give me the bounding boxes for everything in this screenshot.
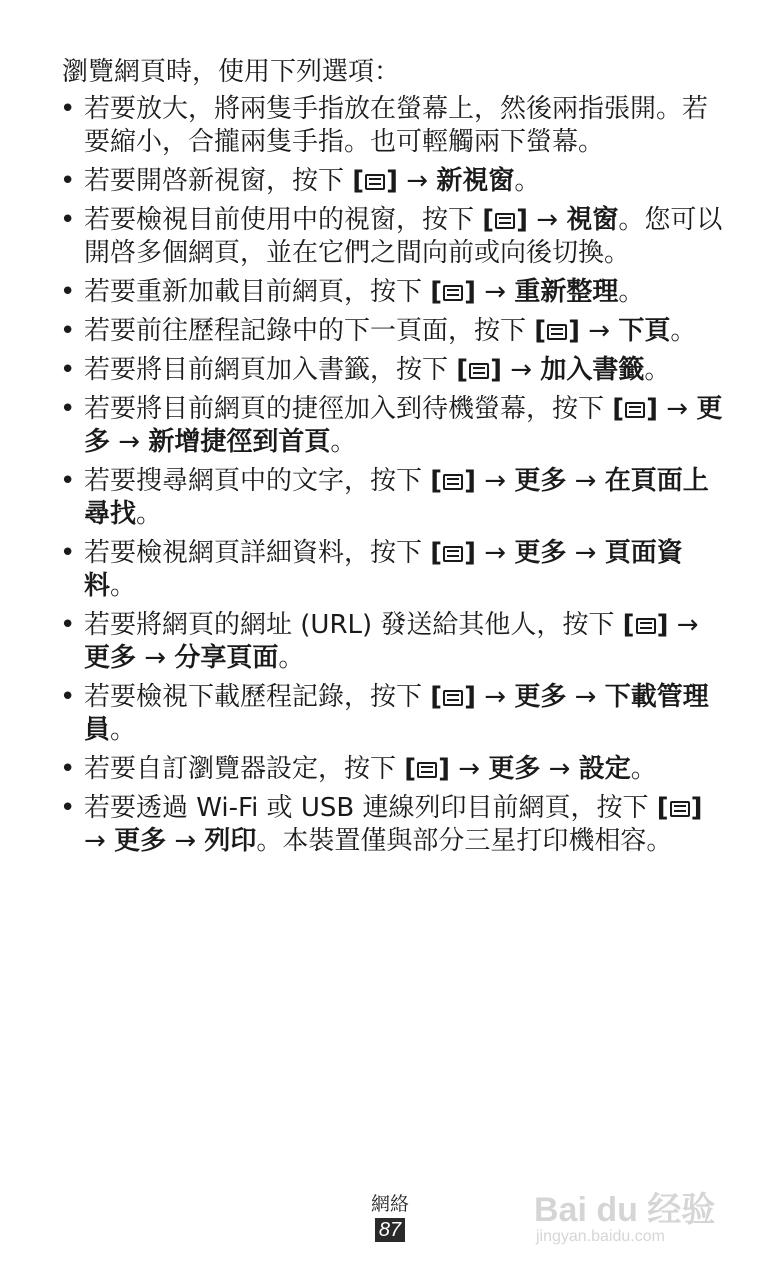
menu-glyph-icon <box>625 402 645 418</box>
option-item: • 若要檢視目前使用中的視窗，按下 [ ] → 視窗。您可以開啓多個網頁，並在它們之間向前或向後切換。 <box>58 204 728 270</box>
menu-path-label: 重新整理 <box>514 277 619 307</box>
watermark-brand: Bai du 经验 <box>534 1191 716 1229</box>
menu-glyph-icon <box>443 474 463 490</box>
option-text-end: 。 <box>670 316 697 346</box>
option-item: • 若要重新加載目前網頁，按下 [ ] → 重新整理。 <box>58 276 728 309</box>
menu-glyph-icon <box>365 174 385 190</box>
menu-key-icon: [ ] <box>456 355 503 385</box>
option-item: • 若要前往歷程記錄中的下一頁面，按下 [ ] → 下頁。 <box>58 315 728 348</box>
option-item: • 若要搜尋網頁中的文字，按下 [ ] → 更多 → 在頁面上尋找。 <box>58 465 728 531</box>
menu-path-label: 更多 <box>84 643 137 673</box>
option-item: • 若要自訂瀏覽器設定，按下 [ ] → 更多 → 設定。 <box>58 753 728 786</box>
menu-key-icon: [ ] <box>430 538 477 568</box>
menu-glyph-icon <box>670 801 690 817</box>
menu-glyph-icon <box>417 762 437 778</box>
menu-path-label: 分享頁面 <box>174 643 279 673</box>
menu-glyph-icon <box>636 618 656 634</box>
option-text: 若要將目前網頁加入書籤，按下 <box>84 355 457 385</box>
option-text: 若要開啓新視窗，按下 <box>84 166 353 196</box>
option-item: • 若要透過 Wi-Fi 或 USB 連線列印目前網頁，按下 [ ] → 更多 → 列印。本裝置僅與部分三星打印機相容。 <box>58 792 728 858</box>
option-item: • 若要開啓新視窗，按下 [ ] → 新視窗。 <box>58 165 728 198</box>
option-text-end: 。本裝置僅與部分三星打印機相容。 <box>256 826 673 856</box>
menu-path-label: 設定 <box>578 754 631 784</box>
menu-path-label: 更多 <box>514 466 567 496</box>
menu-path-label: 更多 <box>514 682 567 712</box>
menu-path-label: 下載管理員 <box>84 682 709 745</box>
menu-key-icon: [ ] <box>404 754 451 784</box>
menu-path-label: 頁面資料 <box>84 538 683 601</box>
option-text-end: 。 <box>110 715 137 745</box>
option-text: 若要將網頁的網址 (URL) 發送給其他人，按下 <box>84 610 623 640</box>
menu-path-label: 新增捷徑到首頁 <box>148 427 331 457</box>
menu-path-label: 新視窗 <box>436 166 515 196</box>
menu-key-icon: [ ] <box>534 316 581 346</box>
option-text: 若要將目前網頁的捷徑加入到待機螢幕，按下 <box>84 394 613 424</box>
menu-key-icon: [ ] <box>656 793 703 823</box>
option-text-end: 。 <box>630 754 657 784</box>
menu-path-label: 更多 <box>84 394 723 457</box>
menu-glyph-icon <box>443 546 463 562</box>
menu-path-label: 下頁 <box>618 316 671 346</box>
option-item: • 若要檢視網頁詳細資料，按下 [ ] → 更多 → 頁面資料。 <box>58 537 728 603</box>
watermark-url: jingyan.baidu.com <box>536 1228 665 1245</box>
menu-key-icon: [ ] <box>622 610 669 640</box>
option-text-end: 。 <box>514 166 541 196</box>
option-text: 若要前往歷程記錄中的下一頁面，按下 <box>84 316 535 346</box>
menu-glyph-icon <box>443 690 463 706</box>
menu-key-icon: [ ] <box>352 166 399 196</box>
menu-key-icon: [ ] <box>430 682 477 712</box>
option-text: 若要放大，將兩隻手指放在螢幕上，然後兩指張開。若要縮小，合攏兩隻手指。也可輕觸兩下螢幕。 <box>84 94 709 157</box>
option-text: 若要檢視下載歷程記錄，按下 <box>84 682 431 712</box>
menu-glyph-icon <box>547 324 567 340</box>
menu-key-icon: [ ] <box>482 205 529 235</box>
option-text: 若要檢視目前使用中的視窗，按下 <box>84 205 483 235</box>
menu-key-icon: [ ] <box>612 394 659 424</box>
menu-path-label: 加入書籤 <box>540 355 645 385</box>
option-text-end: 。您可以開啓多個網頁，並在它們之間向前或向後切換。 <box>84 205 723 268</box>
menu-key-icon: [ ] <box>430 277 477 307</box>
menu-path-label: 在頁面上尋找 <box>84 466 709 529</box>
menu-glyph-icon <box>495 213 515 229</box>
option-item: • 若要將網頁的網址 (URL) 發送給其他人，按下 [ ] → 更多 → 分享頁面。 <box>58 609 728 675</box>
option-item: • 若要將目前網頁加入書籤，按下 [ ] → 加入書籤。 <box>58 354 728 387</box>
option-text: 若要重新加載目前網頁，按下 <box>84 277 431 307</box>
menu-path-label: 更多 <box>114 826 167 856</box>
page-number: 87 <box>375 1218 405 1242</box>
option-text-end: 。 <box>136 499 163 529</box>
section-name: 網絡 <box>370 1193 409 1215</box>
menu-path-label: 列印 <box>204 826 257 856</box>
option-item: • 若要檢視下載歷程記錄，按下 [ ] → 更多 → 下載管理員。 <box>58 681 728 747</box>
option-text-end: 。 <box>330 427 357 457</box>
menu-glyph-icon <box>443 285 463 301</box>
intro-text: 瀏覽網頁時，使用下列選項： <box>62 57 401 87</box>
manual-page-content <box>58 56 728 864</box>
option-item: • 若要將目前網頁的捷徑加入到待機螢幕，按下 [ ] → 更多 → 新增捷徑到首頁。 <box>58 393 728 459</box>
menu-path-label: 更多 <box>488 754 541 784</box>
browser-options-list <box>58 93 728 858</box>
option-text: 若要檢視網頁詳細資料，按下 <box>84 538 431 568</box>
menu-key-icon: [ ] <box>430 466 477 496</box>
menu-path-label: 更多 <box>514 538 567 568</box>
option-text-end: 。 <box>110 571 137 601</box>
option-item <box>58 93 728 159</box>
option-text-end: 。 <box>278 643 305 673</box>
menu-path-label: 視窗 <box>566 205 619 235</box>
page-footer <box>350 1192 430 1242</box>
option-text-end: 。 <box>644 355 671 385</box>
option-text: 若要自訂瀏覽器設定，按下 <box>84 754 405 784</box>
baidu-watermark <box>534 1170 734 1250</box>
option-text: 若要搜尋網頁中的文字，按下 <box>84 466 431 496</box>
option-text: 若要透過 Wi-Fi 或 USB 連線列印目前網頁，按下 <box>84 793 657 823</box>
option-text-end: 。 <box>618 277 645 307</box>
menu-glyph-icon <box>469 363 489 379</box>
